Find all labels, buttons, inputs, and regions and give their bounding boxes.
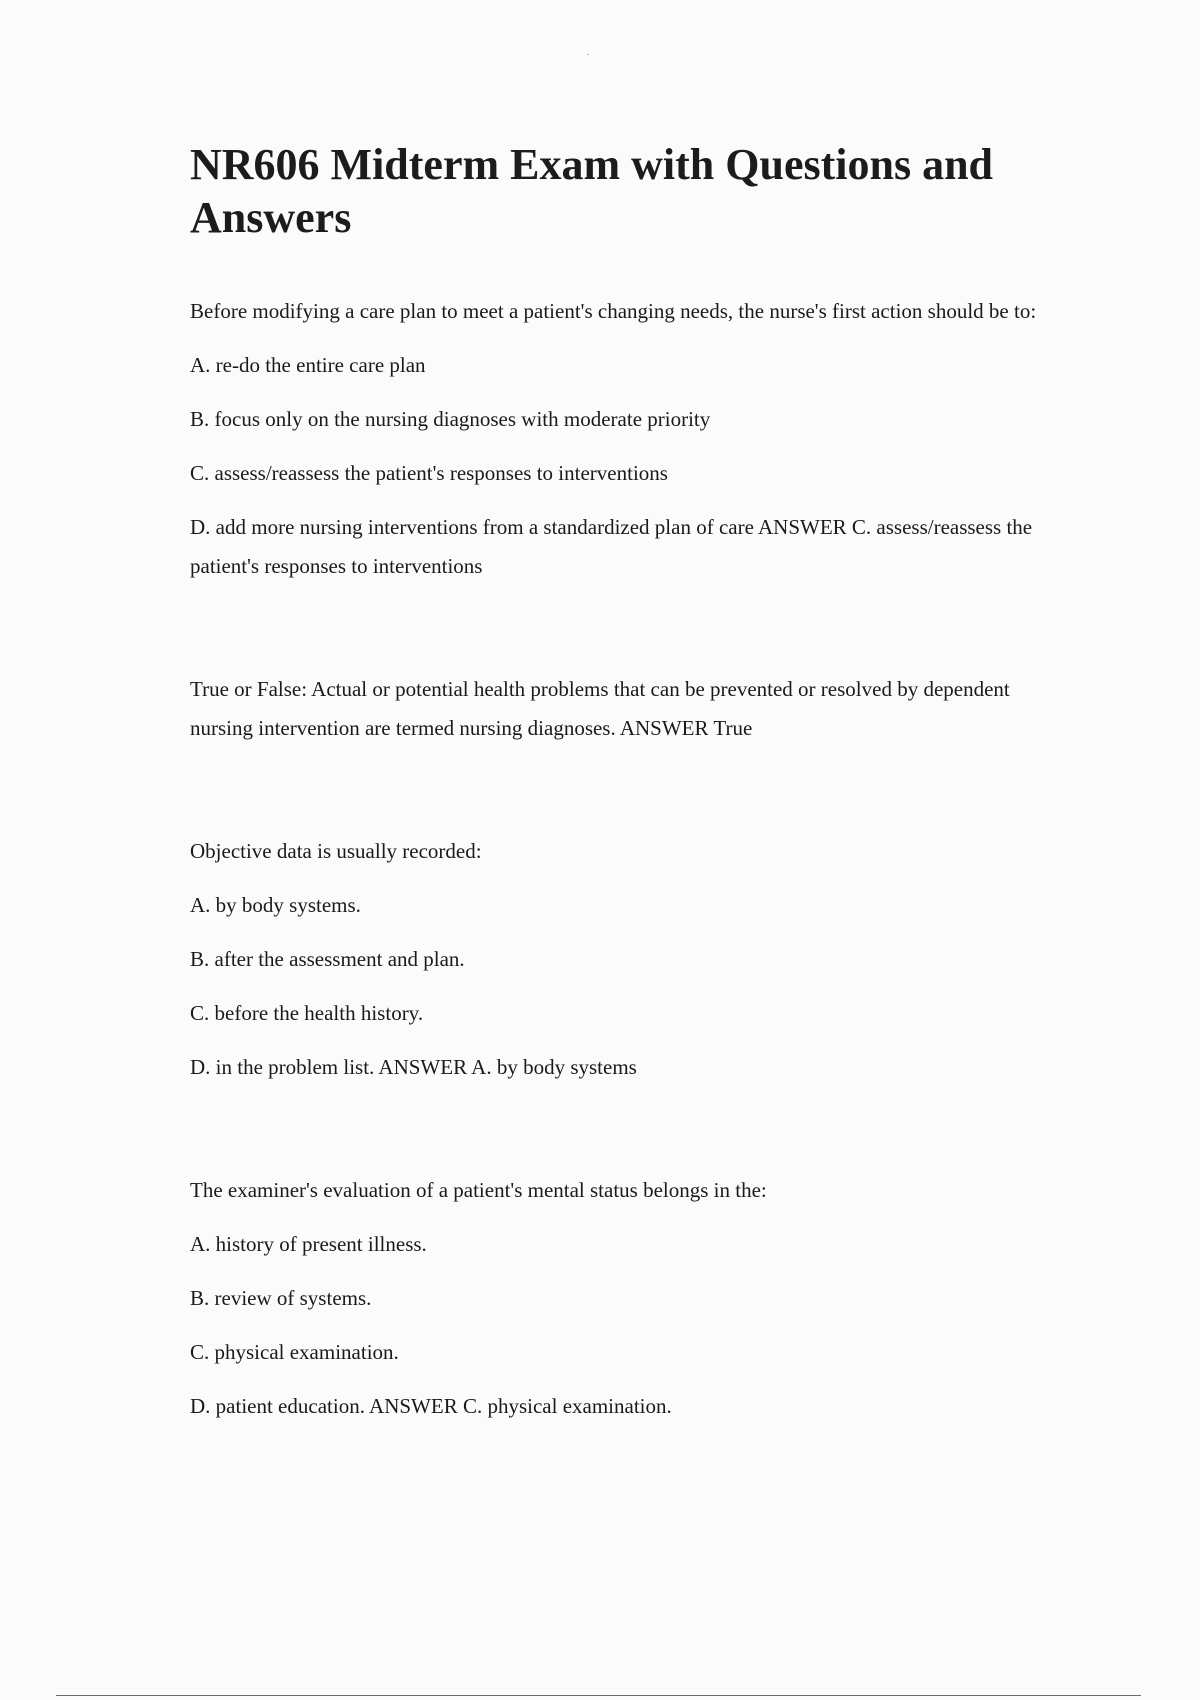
question-2: [190, 670, 1050, 748]
question-3: [190, 832, 1050, 1087]
answer-option: C. assess/reassess the patient's responses to interventions: [190, 461, 668, 485]
answer-option: B. focus only on the nursing diagnoses with moderate priority: [190, 407, 711, 431]
answer-option: C. physical examination.: [190, 1340, 399, 1364]
question-4: [190, 1171, 1050, 1426]
answer-option: A. by body systems.: [190, 893, 361, 917]
document-content: [190, 138, 1050, 1510]
question-text: True or False: Actual or potential health problems that can be prevented or resolved by dependent nursing intervention are termed nursing diagnoses. ANSWER True: [190, 677, 1010, 740]
answer-option: D. in the problem list. ANSWER A. by body systems: [190, 1055, 637, 1079]
page-bottom-rule: [56, 1695, 1141, 1696]
answer-option: D. add more nursing interventions from a standardized plan of care ANSWER C. assess/reassess the patient's responses to interventions: [190, 515, 1033, 578]
answer-option: A. history of present illness.: [190, 1232, 427, 1256]
answer-option: B. review of systems.: [190, 1286, 372, 1310]
question-text: Objective data is usually recorded:: [190, 839, 482, 863]
answer-option: D. patient education. ANSWER C. physical examination.: [190, 1394, 672, 1418]
question-text: The examiner's evaluation of a patient's mental status belongs in the:: [190, 1178, 767, 1202]
answer-option: C. before the health history.: [190, 1001, 424, 1025]
question-text: Before modifying a care plan to meet a patient's changing needs, the nurse's first action should be to:: [190, 299, 1037, 323]
answer-option: B. after the assessment and plan.: [190, 947, 465, 971]
question-1: [190, 292, 1050, 586]
page-title: NR606 Midterm Exam with Questions and Answers: [190, 140, 994, 242]
answer-option: A. re-do the entire care plan: [190, 353, 426, 377]
scan-artifact: [587, 54, 589, 55]
